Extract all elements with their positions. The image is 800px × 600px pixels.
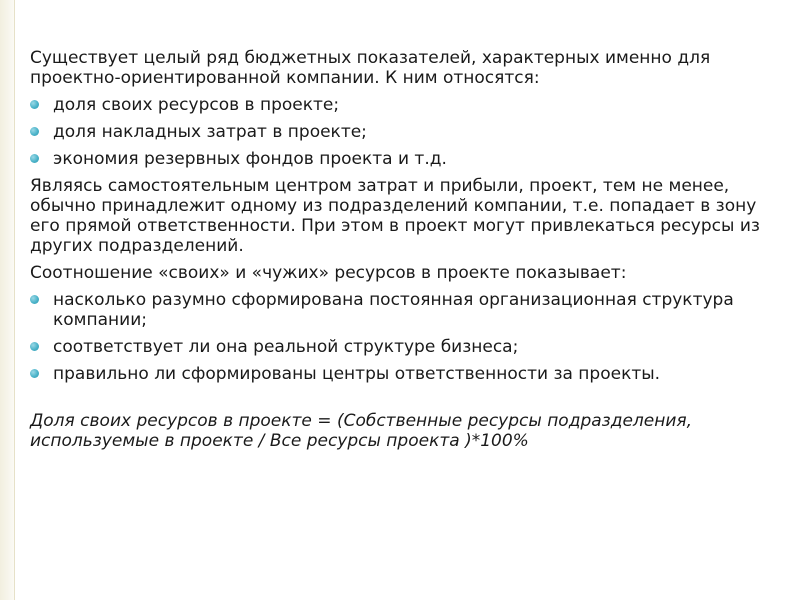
left-decorative-band xyxy=(0,0,14,600)
bullet-dot-icon xyxy=(30,369,39,378)
bullet-item xyxy=(30,290,780,330)
formula-text: Доля своих ресурсов в проекте = (Собственные ресурсы подразделения, используемые в проекте / Все ресурсы проекта )*100% xyxy=(30,411,693,451)
bullet-item xyxy=(30,149,780,169)
bullet-dot-icon xyxy=(30,100,39,109)
bullet-dot-icon xyxy=(30,127,39,136)
bullet-text: насколько разумно сформирована постоянная организационная структура компании; xyxy=(53,290,734,330)
bullet-dot-icon xyxy=(30,295,39,304)
bullet-text: правильно ли сформированы центры ответственности за проекты. xyxy=(53,364,661,384)
bullet-item xyxy=(30,364,780,384)
intro-paragraph: Существует целый ряд бюджетных показателей, характерных именно для проектно-ориентированной компании. К ним относятся: xyxy=(30,48,711,88)
bullet-text: доля своих ресурсов в проекте; xyxy=(53,95,340,115)
bullet-dot-icon xyxy=(30,154,39,163)
bullet-text: соответствует ли она реальной структуре бизнеса; xyxy=(53,337,519,357)
ratio-paragraph: Соотношение «своих» и «чужих» ресурсов в проекте показывает: xyxy=(30,263,627,283)
bullet-item xyxy=(30,337,780,357)
left-decorative-line xyxy=(14,0,15,600)
slide-content xyxy=(30,48,780,451)
bullet-item xyxy=(30,95,780,115)
bullet-item xyxy=(30,122,780,142)
responsibility-paragraph: Являясь самостоятельным центром затрат и прибыли, проект, тем не менее, обычно принадлежит одному из подразделений компании, т.е. попадает в зону его прямой ответственности. При этом в проект могут привлекаться ресурсы из других подразделений. xyxy=(30,176,760,256)
bullet-text: доля накладных затрат в проекте; xyxy=(53,122,367,142)
spacer xyxy=(30,391,780,411)
bullet-dot-icon xyxy=(30,342,39,351)
bullet-text: экономия резервных фондов проекта и т.д. xyxy=(53,149,447,169)
